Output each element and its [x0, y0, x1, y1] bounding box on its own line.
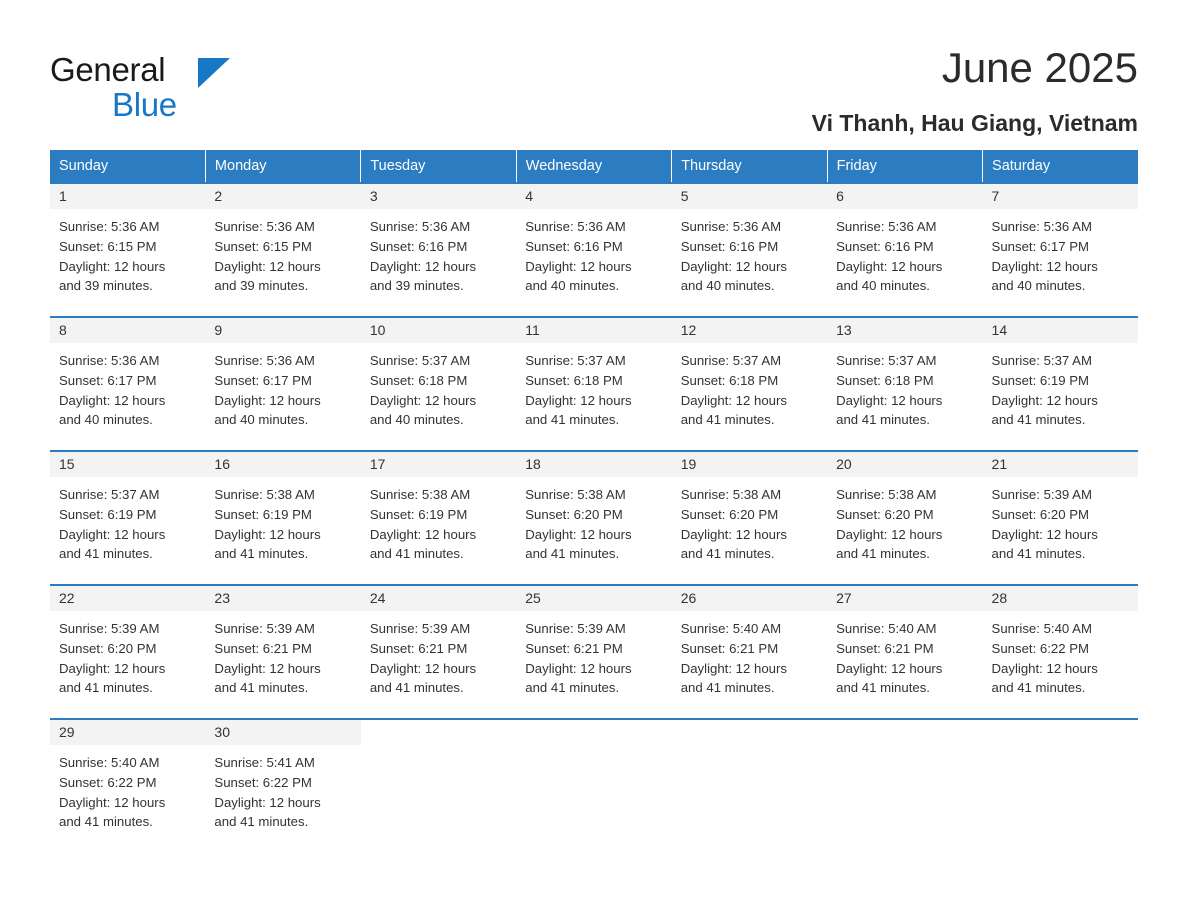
location-subtitle: Vi Thanh, Hau Giang, Vietnam	[811, 110, 1138, 136]
daylight-text-line1: Daylight: 12 hours	[836, 526, 943, 542]
sunrise-text: Sunrise: 5:36 AM	[991, 219, 1092, 234]
day-number: 25	[516, 586, 671, 611]
day-number: 16	[205, 452, 360, 477]
daylight-text-line1: Daylight: 12 hours	[369, 526, 477, 542]
weekday-header-thursday: Thursday	[672, 150, 827, 183]
day-cell[interactable]	[361, 585, 516, 719]
sunset-text: Sunset: 6:17 PM	[214, 372, 312, 388]
daylight-text-line2: and 41 minutes.	[369, 546, 464, 562]
daylight-text-line2: and 41 minutes.	[59, 546, 153, 562]
daylight-text-line2: and 41 minutes.	[680, 412, 775, 428]
weekday-header-sunday: Sunday	[50, 150, 205, 183]
daylight-text-line2: and 41 minutes.	[680, 546, 775, 562]
sunset-text: Sunset: 6:15 PM	[214, 238, 312, 254]
daylight-text-line2: and 40 minutes.	[525, 278, 620, 294]
sunrise-text: Sunrise: 5:39 AM	[59, 621, 160, 636]
day-details	[672, 477, 827, 564]
day-details	[827, 611, 982, 698]
day-details	[205, 611, 360, 698]
day-details	[205, 209, 360, 296]
day-cell[interactable]	[50, 317, 205, 451]
day-cell[interactable]	[672, 317, 827, 451]
daylight-text-line1: Daylight: 12 hours	[836, 392, 943, 408]
day-details	[205, 343, 360, 430]
day-number: 29	[50, 720, 205, 745]
daylight-text-line1: Daylight: 12 hours	[214, 526, 321, 542]
daylight-text-line1: Daylight: 12 hours	[991, 660, 1098, 676]
sunset-text: Sunset: 6:21 PM	[369, 640, 468, 656]
day-details	[50, 745, 205, 832]
day-details	[361, 611, 516, 698]
brand-logo	[50, 40, 250, 123]
sunrise-text: Sunrise: 5:38 AM	[680, 487, 782, 502]
day-number: 6	[827, 184, 982, 209]
day-number: 30	[205, 720, 360, 745]
day-number: 11	[516, 318, 671, 343]
sunrise-text: Sunrise: 5:36 AM	[369, 219, 471, 234]
day-details	[827, 209, 982, 296]
day-cell[interactable]	[827, 317, 982, 451]
day-number: 4	[516, 184, 671, 209]
sunset-text: Sunset: 6:19 PM	[991, 372, 1090, 388]
sunset-text: Sunset: 6:16 PM	[680, 238, 779, 254]
daylight-text-line2: and 41 minutes.	[59, 680, 153, 696]
daylight-text-line2: and 41 minutes.	[59, 814, 153, 830]
day-details	[672, 209, 827, 296]
day-number: 14	[983, 318, 1138, 343]
empty-day-cell	[361, 719, 516, 853]
day-number: 2	[205, 184, 360, 209]
empty-day-cell	[983, 719, 1138, 853]
daylight-text-line2: and 41 minutes.	[836, 680, 930, 696]
daylight-text-line2: and 41 minutes.	[525, 546, 620, 562]
day-number: 8	[50, 318, 205, 343]
sunset-text: Sunset: 6:21 PM	[836, 640, 934, 656]
day-cell[interactable]	[205, 183, 360, 317]
day-cell[interactable]	[205, 317, 360, 451]
sunrise-text: Sunrise: 5:38 AM	[836, 487, 937, 502]
daylight-text-line1: Daylight: 12 hours	[59, 794, 166, 810]
sunrise-text: Sunrise: 5:36 AM	[59, 219, 160, 234]
day-cell[interactable]	[827, 183, 982, 317]
sunset-text: Sunset: 6:22 PM	[214, 774, 312, 790]
sunrise-text: Sunrise: 5:37 AM	[59, 487, 160, 502]
day-cell[interactable]	[205, 719, 360, 853]
sunrise-text: Sunrise: 5:36 AM	[680, 219, 782, 234]
daylight-text-line1: Daylight: 12 hours	[525, 258, 632, 274]
sunrise-text: Sunrise: 5:39 AM	[214, 621, 315, 636]
sunset-text: Sunset: 6:22 PM	[59, 774, 157, 790]
sunset-text: Sunset: 6:15 PM	[59, 238, 157, 254]
sunrise-text: Sunrise: 5:36 AM	[525, 219, 626, 234]
weekday-header-friday: Friday	[827, 150, 982, 183]
sunrise-text: Sunrise: 5:39 AM	[525, 621, 626, 636]
sunset-text: Sunset: 6:18 PM	[525, 372, 623, 388]
daylight-text-line1: Daylight: 12 hours	[991, 392, 1098, 408]
day-number: 10	[361, 318, 516, 343]
daylight-text-line2: and 41 minutes.	[991, 412, 1086, 428]
day-cell[interactable]	[983, 451, 1138, 585]
sunrise-text: Sunrise: 5:37 AM	[836, 353, 937, 368]
daylight-text-line1: Daylight: 12 hours	[214, 392, 321, 408]
day-details	[827, 477, 982, 564]
day-number: 13	[827, 318, 982, 343]
daylight-text-line2: and 40 minutes.	[369, 412, 464, 428]
calendar-week-row	[50, 183, 1138, 317]
day-cell[interactable]	[983, 317, 1138, 451]
calendar-week-row	[50, 317, 1138, 451]
weekday-header-wednesday: Wednesday	[516, 150, 671, 183]
day-number: 18	[516, 452, 671, 477]
day-details	[361, 343, 516, 430]
day-cell[interactable]	[50, 451, 205, 585]
day-details	[205, 745, 360, 832]
sunset-text: Sunset: 6:20 PM	[991, 506, 1090, 522]
daylight-text-line1: Daylight: 12 hours	[369, 392, 477, 408]
sunrise-text: Sunrise: 5:39 AM	[369, 621, 471, 636]
day-number: 21	[983, 452, 1138, 477]
daylight-text-line2: and 40 minutes.	[991, 278, 1086, 294]
daylight-text-line1: Daylight: 12 hours	[525, 526, 632, 542]
daylight-text-line1: Daylight: 12 hours	[525, 660, 632, 676]
sunset-text: Sunset: 6:18 PM	[836, 372, 934, 388]
daylight-text-line2: and 39 minutes.	[59, 278, 153, 294]
day-cell[interactable]	[50, 183, 205, 317]
sunset-text: Sunset: 6:18 PM	[680, 372, 779, 388]
title-block	[812, 40, 1138, 136]
day-cell[interactable]	[516, 317, 671, 451]
day-details	[205, 477, 360, 564]
day-number: 3	[361, 184, 516, 209]
sunset-text: Sunset: 6:19 PM	[59, 506, 157, 522]
daylight-text-line2: and 40 minutes.	[59, 412, 153, 428]
daylight-text-line2: and 41 minutes.	[991, 546, 1086, 562]
weekday-header-row	[50, 150, 1138, 183]
day-cell[interactable]	[827, 585, 982, 719]
day-details	[672, 611, 827, 698]
day-cell[interactable]	[50, 585, 205, 719]
daylight-text-line2: and 41 minutes.	[214, 680, 309, 696]
empty-day-cell	[672, 719, 827, 853]
daylight-text-line2: and 40 minutes.	[680, 278, 775, 294]
daylight-text-line1: Daylight: 12 hours	[836, 258, 943, 274]
calendar-week-row	[50, 451, 1138, 585]
daylight-text-line2: and 41 minutes.	[214, 546, 309, 562]
daylight-text-line1: Daylight: 12 hours	[214, 258, 321, 274]
day-number: 15	[50, 452, 205, 477]
day-details	[361, 477, 516, 564]
sunrise-text: Sunrise: 5:40 AM	[680, 621, 782, 636]
sunrise-text: Sunrise: 5:36 AM	[214, 353, 315, 368]
day-number: 7	[983, 184, 1138, 209]
daylight-text-line1: Daylight: 12 hours	[59, 660, 166, 676]
sunset-text: Sunset: 6:21 PM	[214, 640, 312, 656]
day-cell[interactable]	[361, 451, 516, 585]
daylight-text-line1: Daylight: 12 hours	[680, 258, 787, 274]
day-cell[interactable]	[361, 317, 516, 451]
daylight-text-line2: and 39 minutes.	[214, 278, 309, 294]
sunset-text: Sunset: 6:18 PM	[369, 372, 468, 388]
daylight-text-line1: Daylight: 12 hours	[680, 660, 787, 676]
daylight-text-line1: Daylight: 12 hours	[369, 258, 477, 274]
sunrise-text: Sunrise: 5:39 AM	[991, 487, 1092, 502]
sunset-text: Sunset: 6:17 PM	[991, 238, 1090, 254]
day-details	[50, 611, 205, 698]
triangle-logo-icon	[198, 58, 230, 88]
weekday-header-saturday: Saturday	[983, 150, 1138, 183]
sunrise-text: Sunrise: 5:38 AM	[369, 487, 471, 502]
day-number: 1	[50, 184, 205, 209]
day-cell[interactable]	[516, 585, 671, 719]
day-details	[50, 477, 205, 564]
day-cell[interactable]	[205, 585, 360, 719]
page-title: June 2025	[941, 44, 1138, 91]
sunset-text: Sunset: 6:20 PM	[59, 640, 157, 656]
daylight-text-line2: and 39 minutes.	[369, 278, 464, 294]
day-cell[interactable]	[672, 183, 827, 317]
page-header	[50, 40, 1138, 136]
day-number: 9	[205, 318, 360, 343]
calendar-week-row	[50, 585, 1138, 719]
daylight-text-line2: and 41 minutes.	[680, 680, 775, 696]
daylight-text-line2: and 41 minutes.	[369, 680, 464, 696]
sunrise-text: Sunrise: 5:38 AM	[525, 487, 626, 502]
sunrise-text: Sunrise: 5:41 AM	[214, 755, 315, 770]
sunrise-text: Sunrise: 5:40 AM	[836, 621, 937, 636]
daylight-text-line1: Daylight: 12 hours	[836, 660, 943, 676]
day-details	[516, 611, 671, 698]
calendar-week-row	[50, 719, 1138, 853]
sunset-text: Sunset: 6:21 PM	[680, 640, 779, 656]
day-details	[827, 343, 982, 430]
daylight-text-line2: and 41 minutes.	[525, 680, 620, 696]
day-cell[interactable]	[50, 719, 205, 853]
sunrise-text: Sunrise: 5:36 AM	[59, 353, 160, 368]
daylight-text-line1: Daylight: 12 hours	[59, 392, 166, 408]
day-details	[983, 611, 1138, 698]
day-number: 27	[827, 586, 982, 611]
sunrise-text: Sunrise: 5:40 AM	[59, 755, 160, 770]
day-cell[interactable]	[672, 585, 827, 719]
day-cell[interactable]	[983, 183, 1138, 317]
day-number: 20	[827, 452, 982, 477]
sunset-text: Sunset: 6:21 PM	[525, 640, 623, 656]
daylight-text-line1: Daylight: 12 hours	[991, 258, 1098, 274]
sunrise-text: Sunrise: 5:37 AM	[369, 353, 471, 368]
day-number: 22	[50, 586, 205, 611]
day-details	[672, 343, 827, 430]
daylight-text-line1: Daylight: 12 hours	[214, 660, 321, 676]
day-details	[516, 209, 671, 296]
sunset-text: Sunset: 6:20 PM	[525, 506, 623, 522]
sunrise-text: Sunrise: 5:38 AM	[214, 487, 315, 502]
daylight-text-line1: Daylight: 12 hours	[680, 392, 787, 408]
empty-day-cell	[516, 719, 671, 853]
empty-day-cell	[827, 719, 982, 853]
sunset-text: Sunset: 6:20 PM	[836, 506, 934, 522]
sunrise-text: Sunrise: 5:37 AM	[991, 353, 1092, 368]
daylight-text-line2: and 41 minutes.	[836, 412, 930, 428]
day-details	[983, 477, 1138, 564]
sunset-text: Sunset: 6:19 PM	[369, 506, 468, 522]
day-cell[interactable]	[983, 585, 1138, 719]
daylight-text-line2: and 40 minutes.	[836, 278, 930, 294]
daylight-text-line1: Daylight: 12 hours	[214, 794, 321, 810]
sunset-text: Sunset: 6:16 PM	[369, 238, 468, 254]
sunset-text: Sunset: 6:16 PM	[836, 238, 934, 254]
day-number: 24	[361, 586, 516, 611]
brand-name-general: General	[50, 51, 166, 88]
brand-name-blue: Blue	[112, 86, 177, 123]
sunrise-text: Sunrise: 5:36 AM	[836, 219, 937, 234]
daylight-text-line1: Daylight: 12 hours	[991, 526, 1098, 542]
sunrise-text: Sunrise: 5:37 AM	[525, 353, 626, 368]
sunset-text: Sunset: 6:16 PM	[525, 238, 623, 254]
daylight-text-line1: Daylight: 12 hours	[59, 526, 166, 542]
day-cell[interactable]	[672, 451, 827, 585]
day-cell[interactable]	[516, 183, 671, 317]
sunrise-sunset-calendar	[50, 150, 1138, 853]
weekday-header-tuesday: Tuesday	[361, 150, 516, 183]
daylight-text-line1: Daylight: 12 hours	[369, 660, 477, 676]
day-number: 28	[983, 586, 1138, 611]
day-cell[interactable]	[516, 451, 671, 585]
day-details	[50, 343, 205, 430]
day-details	[516, 477, 671, 564]
sunset-text: Sunset: 6:19 PM	[214, 506, 312, 522]
sunrise-text: Sunrise: 5:36 AM	[214, 219, 315, 234]
day-number: 5	[672, 184, 827, 209]
sunset-text: Sunset: 6:17 PM	[59, 372, 157, 388]
sunset-text: Sunset: 6:22 PM	[991, 640, 1090, 656]
day-number: 19	[672, 452, 827, 477]
daylight-text-line2: and 41 minutes.	[214, 814, 309, 830]
sunset-text: Sunset: 6:20 PM	[680, 506, 779, 522]
weekday-header-monday: Monday	[205, 150, 360, 183]
daylight-text-line1: Daylight: 12 hours	[59, 258, 166, 274]
daylight-text-line1: Daylight: 12 hours	[680, 526, 787, 542]
daylight-text-line2: and 40 minutes.	[214, 412, 309, 428]
sunrise-text: Sunrise: 5:37 AM	[680, 353, 782, 368]
day-cell[interactable]	[361, 183, 516, 317]
daylight-text-line2: and 41 minutes.	[525, 412, 620, 428]
daylight-text-line2: and 41 minutes.	[991, 680, 1086, 696]
day-number: 26	[672, 586, 827, 611]
daylight-text-line1: Daylight: 12 hours	[525, 392, 632, 408]
day-cell[interactable]	[827, 451, 982, 585]
day-details	[983, 343, 1138, 430]
daylight-text-line2: and 41 minutes.	[836, 546, 930, 562]
day-details	[50, 209, 205, 296]
day-details	[983, 209, 1138, 296]
day-details	[361, 209, 516, 296]
day-number: 17	[361, 452, 516, 477]
day-number: 23	[205, 586, 360, 611]
day-details	[516, 343, 671, 430]
day-number: 12	[672, 318, 827, 343]
day-cell[interactable]	[205, 451, 360, 585]
sunrise-text: Sunrise: 5:40 AM	[991, 621, 1092, 636]
